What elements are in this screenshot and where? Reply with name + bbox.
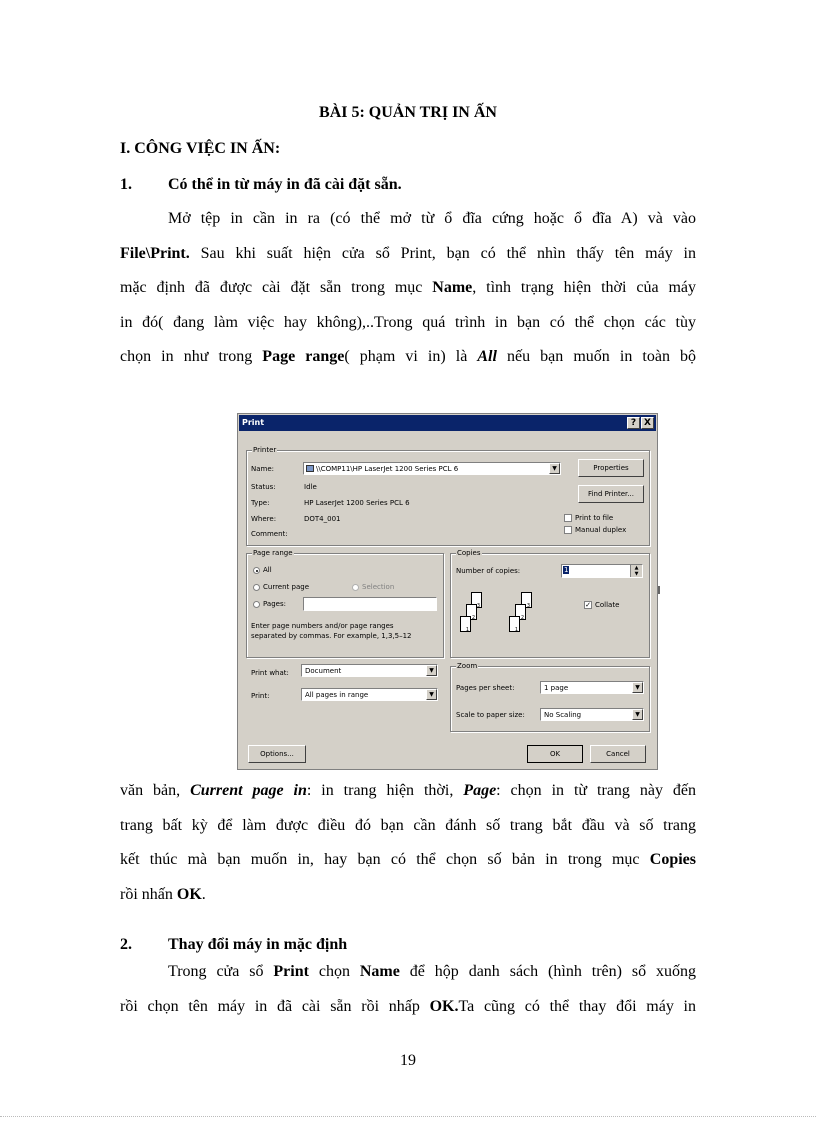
- subheading-text: Thay đổi máy in mặc định: [168, 936, 348, 953]
- chevron-down-icon[interactable]: ▼: [426, 689, 437, 700]
- status-label: Status:: [251, 483, 276, 491]
- text: để hộp danh sách (hình trên) sổ xuống: [399, 963, 696, 980]
- group-label: Page range: [253, 549, 293, 557]
- cancel-button[interactable]: Cancel: [590, 745, 646, 763]
- text: kết thúc mà bạn muốn in, hay bạn có thể chọn số bản in trong mục: [120, 851, 650, 868]
- copies-value: 1: [564, 566, 569, 574]
- chevron-down-icon[interactable]: ▼: [632, 682, 643, 693]
- collate-page-icon: 1: [460, 616, 471, 632]
- name-label: Name:: [251, 465, 275, 473]
- collate-page-icon: 1: [509, 616, 520, 632]
- text: văn bản,: [120, 782, 191, 799]
- status-value: Idle: [304, 483, 317, 491]
- scale-select[interactable]: [540, 708, 644, 721]
- subheading-number: 1.: [120, 176, 132, 193]
- bold-text: OK.: [429, 997, 459, 1015]
- dialog-titlebar: [239, 415, 656, 431]
- paragraph-line: in đó( đang làm việc hay không),..Trong quá trình in bạn có thể chọn các tùy: [120, 313, 696, 331]
- text: .: [201, 885, 206, 903]
- bold-text: Copies: [649, 851, 696, 868]
- print-what-value: Document: [305, 667, 342, 675]
- bold-italic-text: All: [477, 348, 497, 365]
- text: nếu bạn muốn in toàn bộ: [496, 348, 696, 365]
- text: Sau khi suất hiện cửa sổ Print, bạn có thể nhìn thấy tên máy in: [189, 244, 696, 262]
- paragraph-line: trang bất kỳ để làm được điều đó bạn cần đánh số trang bắt đầu và số trang: [120, 816, 696, 834]
- all-label: All: [263, 566, 272, 574]
- group-label: Zoom: [457, 662, 478, 670]
- print-to-file-checkbox[interactable]: [564, 514, 572, 522]
- text: chọn: [308, 963, 360, 980]
- group-label: Copies: [457, 549, 481, 557]
- text: rồi nhấn: [120, 885, 177, 903]
- print-select[interactable]: [301, 688, 438, 701]
- section-heading: I. CÔNG VIỆC IN ẤN:: [120, 140, 281, 157]
- subheading-2: [120, 936, 347, 954]
- paragraph-3: [120, 955, 696, 1024]
- subheading-1: [120, 176, 402, 194]
- paragraph-line: Mở tệp in cần in ra (có thể mở từ ổ đĩa cứng hoặc ổ đĩa A) và vào: [168, 210, 696, 227]
- print-value: All pages in range: [305, 691, 369, 699]
- all-radio[interactable]: [253, 567, 260, 574]
- subheading-text: Có thể in từ máy in đã cài đặt sẵn.: [168, 176, 402, 193]
- text: rồi chọn tên máy in đã cài sẵn rồi nhấp: [120, 997, 430, 1015]
- pages-per-sheet-value: 1 page: [544, 684, 569, 692]
- print-what-select[interactable]: [301, 664, 438, 677]
- help-icon[interactable]: ?: [627, 417, 640, 429]
- group-label: Printer: [253, 446, 277, 454]
- collate-label: Collate: [595, 601, 620, 609]
- where-label: Where:: [251, 515, 277, 523]
- collate-page-icon: 3: [521, 592, 532, 608]
- collate-checkbox[interactable]: ✓: [585, 601, 591, 609]
- chevron-down-icon[interactable]: ▼: [632, 709, 643, 720]
- page-range-hint: Enter page numbers and/or page ranges: [251, 622, 394, 630]
- collate-page-icon: 3: [471, 592, 482, 608]
- text: : chọn in từ trang này đến: [496, 782, 696, 799]
- selection-label: Selection: [362, 583, 395, 591]
- bold-text: Name: [432, 279, 473, 296]
- text: mặc định đã được cài đặt sẵn trong mục: [120, 279, 433, 296]
- text: chọn in như trong: [120, 348, 263, 365]
- bold-text: Name: [359, 963, 400, 980]
- comment-label: Comment:: [251, 530, 288, 538]
- scale-label: Scale to paper size:: [456, 711, 525, 719]
- bold-text: File\Print.: [120, 244, 190, 262]
- copies-stepper[interactable]: [561, 564, 643, 578]
- selection-radio: [352, 584, 359, 591]
- bold-text: Print: [273, 963, 309, 980]
- dialog-title: Print: [242, 418, 265, 427]
- text: Ta cũng có thể thay đổi máy in: [458, 997, 696, 1015]
- scan-mark: [658, 586, 660, 594]
- find-printer-button[interactable]: Find Printer...: [578, 485, 644, 503]
- pages-radio[interactable]: [253, 601, 260, 608]
- printer-name-value: \\COMP11\HP LaserJet 1200 Series PCL 6: [316, 465, 459, 473]
- print-label: Print:: [251, 692, 270, 700]
- print-dialog: [237, 413, 658, 770]
- pages-label: Pages:: [263, 600, 286, 608]
- manual-duplex-label: Manual duplex: [575, 526, 627, 534]
- where-value: DOT4_001: [304, 515, 341, 523]
- scale-value: No Scaling: [544, 711, 582, 719]
- paragraph-line: [120, 990, 696, 1025]
- paragraph-line: [120, 271, 696, 306]
- bold-text: Page range: [262, 348, 345, 365]
- paragraph-line: [120, 340, 696, 375]
- page-title: BÀI 5: QUẢN TRỊ IN ẤN: [319, 104, 497, 121]
- pages-per-sheet-label: Pages per sheet:: [456, 684, 515, 692]
- manual-duplex-checkbox[interactable]: [564, 526, 572, 534]
- paragraph-2: [120, 774, 696, 912]
- text: , tình trạng hiện thời của máy: [472, 279, 696, 296]
- bold-text: OK: [176, 885, 202, 903]
- bold-italic-text: Page: [463, 782, 497, 799]
- print-what-label: Print what:: [251, 669, 289, 677]
- type-value: HP LaserJet 1200 Series PCL 6: [304, 499, 410, 507]
- collate-page-icon: 2: [515, 604, 526, 620]
- paragraph-line: [120, 774, 696, 809]
- close-icon[interactable]: X: [641, 417, 654, 429]
- printer-icon: [306, 465, 314, 472]
- pages-input[interactable]: [303, 597, 437, 611]
- subheading-number: 2.: [120, 936, 132, 953]
- paragraph-line: [120, 955, 696, 990]
- paragraph-line: [120, 878, 696, 913]
- page-range-hint: separated by commas. For example, 1,3,5–12: [251, 632, 412, 640]
- paragraph-line: [120, 237, 696, 272]
- page-edge: [0, 1116, 816, 1117]
- bold-italic-text: Current page in: [190, 782, 307, 799]
- chevron-down-icon[interactable]: ▼: [426, 665, 437, 676]
- number-of-copies-label: Number of copies:: [456, 567, 521, 575]
- spin-arrows-icon[interactable]: ▲ ▼: [630, 565, 642, 577]
- paragraph-line: [120, 843, 696, 878]
- properties-button[interactable]: Properties: [578, 459, 644, 477]
- text: ( phạm vi in) là: [344, 348, 478, 365]
- current-page-radio[interactable]: [253, 584, 260, 591]
- options-button[interactable]: Options...: [248, 745, 306, 763]
- page-number: 19: [400, 1052, 416, 1069]
- zoom-group: [450, 662, 650, 732]
- text: : in trang hiện thời,: [306, 782, 464, 799]
- text: Trong cửa sổ: [168, 963, 274, 980]
- type-label: Type:: [251, 499, 270, 507]
- current-page-label: Current page: [263, 583, 309, 591]
- ok-button[interactable]: OK: [527, 745, 583, 763]
- paragraph-1: [120, 202, 696, 375]
- collate-page-icon: 2: [466, 604, 477, 620]
- print-to-file-label: Print to file: [575, 514, 614, 522]
- printer-name-select[interactable]: [303, 462, 561, 475]
- pages-per-sheet-select[interactable]: [540, 681, 644, 694]
- chevron-down-icon[interactable]: ▼: [549, 463, 560, 474]
